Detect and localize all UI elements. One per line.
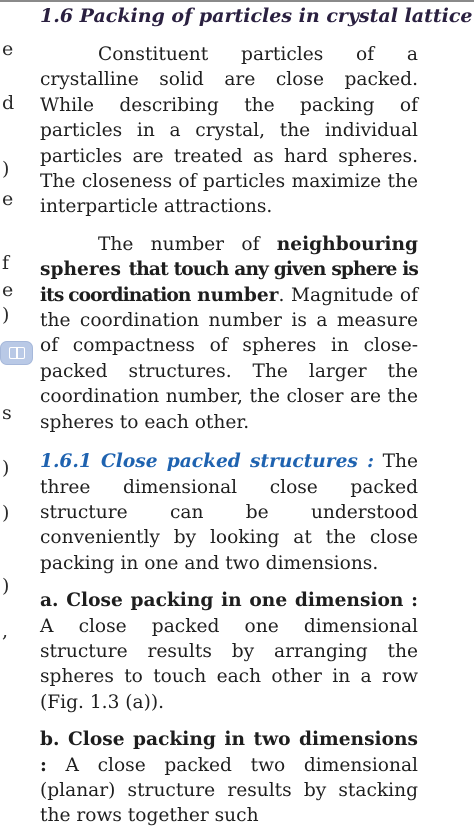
- bold-neighbouring-spheres: neighbouring spheres: [40, 233, 418, 281]
- section-heading: 1.6 Packing of particles in crystal lattice: [40, 5, 473, 27]
- margin-char: ,: [2, 620, 9, 642]
- one-dimension-text: A close packed one dimensional structure results by arranging the spheres to touch each other in a row (Fig. 1.3 (a)).: [40, 615, 418, 713]
- paragraph-coordination-number: [40, 232, 418, 435]
- paragraph-one-dimension: [40, 588, 418, 715]
- margin-char: e: [2, 188, 14, 210]
- subsection-heading: 1.6.1 Close packed structures :: [40, 451, 374, 473]
- two-dimensions-heading: b. Close packing in two dimensions :: [40, 729, 418, 776]
- margin-char: ): [2, 575, 10, 597]
- one-dimension-heading: a. Close packing in one dimension :: [40, 590, 418, 612]
- margin-char: d: [2, 92, 15, 114]
- paragraph-rest-text: . Magnitude of the coordination number is a measure of compactness of spheres in close-packed structures. The larger the coordination number, the closer are the spheres to each other.: [40, 284, 418, 433]
- paragraph-two-dimensions: [40, 727, 418, 829]
- margin-char: f: [2, 252, 10, 274]
- bold-definition-text: that touch any given sphere is its coordination: [40, 259, 418, 306]
- paragraph-constituent-particles: Constituent particles of a crystalline solid are close packed. While describing the packing of particles in a crystal, the individual particles are treated as hard spheres. The closeness of particles maximize the interparticle attractions.: [40, 44, 418, 218]
- margin-char: ): [2, 304, 10, 326]
- margin-char: ): [2, 502, 10, 524]
- margin-char: e: [2, 279, 14, 301]
- paragraph-close-packed-structures: [40, 449, 418, 576]
- top-rule: [0, 0, 474, 2]
- left-margin-cutoff-text: [0, 0, 28, 697]
- margin-char: ): [2, 158, 10, 180]
- margin-char: ): [2, 457, 10, 479]
- book-icon: [0, 341, 33, 365]
- subsection-text: The three dimensional close packed structure can be understood conveniently by looking at the close packing in one and two dimensions.: [40, 451, 419, 574]
- margin-char: s: [2, 402, 12, 424]
- main-text-column: [40, 4, 473, 829]
- bold-number-term: number: [197, 284, 279, 306]
- paragraph-lead-text: The number of: [98, 233, 277, 255]
- margin-char: e: [2, 38, 14, 60]
- two-dimensions-text: A close packed two dimensional (planar) structure results by stacking the rows together such: [40, 754, 418, 827]
